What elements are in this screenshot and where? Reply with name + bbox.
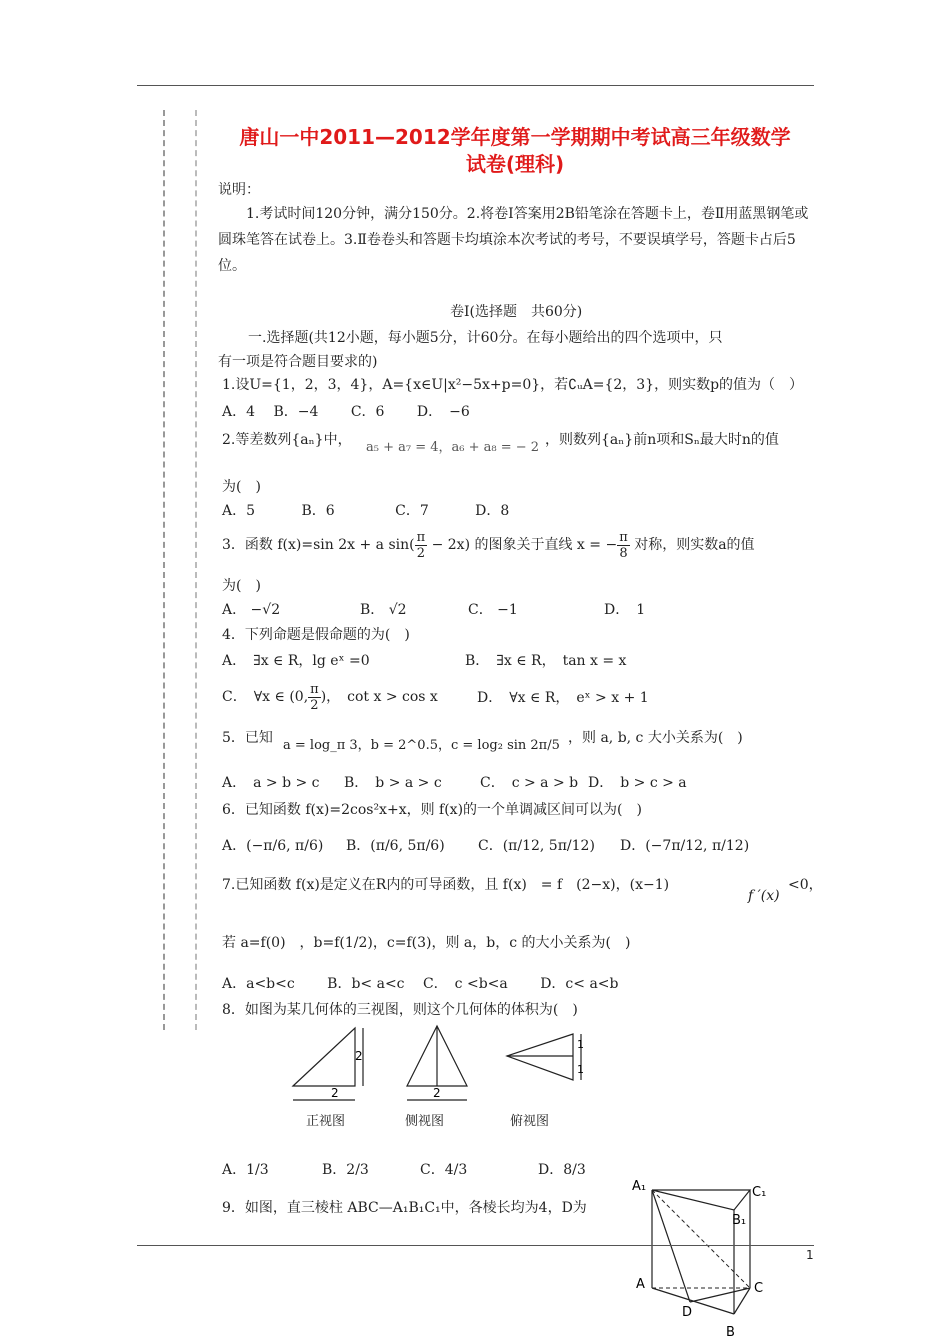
q8-opt-d: D．8/3: [538, 1162, 586, 1178]
q6-opt-c: C．(π/12, 5π/12): [478, 838, 595, 854]
q3-opt-d: D． 1: [604, 602, 646, 618]
q2-stem-a: 2.等差数列{aₙ}中，: [222, 432, 352, 448]
q3-frac2-num: π: [619, 529, 628, 545]
q8-opt-b: B．2/3: [322, 1162, 369, 1178]
dim-side-width: 2: [433, 1086, 441, 1100]
section-desc-1: 一.选择题(共12小题，每小题5分，计60分。在每小题给出的四个选项中，只: [248, 330, 723, 346]
q3-stem-b: − 2x) 的图象关于直线 x = −: [427, 537, 618, 553]
point-C: C: [754, 1281, 764, 1296]
intro-heading: 说明：: [218, 182, 260, 198]
q4-opt-a: A． ∃x ∈ R，lg eˣ =0: [222, 653, 370, 669]
q4-frac-pi-2: [308, 682, 321, 713]
q5-stem-a: 5．已知: [222, 730, 273, 746]
q3-opt-a: A． −√2: [222, 602, 281, 618]
q4-opt-c-a: C． ∀x ∈ (0,: [222, 689, 309, 705]
q4-opt-c-b: )， cot x > cos x: [320, 689, 438, 705]
top-view: [507, 1034, 581, 1080]
paper-title-line2: 试卷(理科): [465, 152, 565, 176]
q8-opt-c: C．4/3: [420, 1162, 468, 1178]
q4-stem: 4．下列命题是假命题的为( ): [222, 627, 410, 643]
q4-opt-c: [222, 680, 438, 714]
dim-top-2: 1: [577, 1063, 584, 1076]
q1-stem: 1.设U={1，2，3，4}，A={x∈U|x²−5x+p=0}，若∁ᵤA={2，3}，则实数p的值为（ ）: [222, 377, 804, 393]
q7-options: A．a<b<c B．b< a<c C． c <b<a D．c< a<b: [222, 976, 619, 992]
q5-stem-b: ，则 a, b, c 大小关系为( ): [568, 730, 743, 746]
q3-stem-d: 为( ): [222, 578, 261, 594]
binding-line-inner: [195, 110, 197, 1030]
q3-stem: [222, 528, 755, 562]
point-B1: B₁: [732, 1213, 747, 1228]
q6-stem: 6．已知函数 f(x)=2cos²x+x，则 f(x)的一个单调减区间可以为( ): [222, 802, 642, 818]
q6-opt-d: D．(−7π/12, π/12): [620, 838, 750, 854]
q4-opt-d: D． ∀x ∈ R， eˣ > x + 1: [477, 690, 649, 706]
q3-frac-pi-2: [415, 530, 428, 561]
paper-title: [215, 124, 815, 178]
section-title: 卷Ⅰ(选择题 共60分): [450, 304, 583, 320]
label-top-view: 俯视图: [510, 1114, 550, 1129]
q2-math: a₅ + a₇ = 4，a₆ + a₈ = − 2: [366, 440, 540, 455]
point-C1: C₁: [752, 1185, 767, 1200]
dim-front-height: 2: [355, 1049, 363, 1063]
q9-stem: 9．如图，直三棱柱 ABC—A₁B₁C₁中，各棱长均为4，D为: [222, 1200, 587, 1216]
q8-opt-a: A．1/3: [222, 1162, 269, 1178]
q3-stem-c: 对称，则实数a的值: [629, 537, 755, 553]
q4-frac-den: 2: [310, 697, 319, 713]
q5-opt-c: C． c > a > b: [480, 775, 579, 791]
q4-frac-num: π: [310, 681, 319, 697]
q4-opt-b: B． ∃x ∈ R， tan x = x: [465, 653, 627, 669]
q7-lt0: <0，: [788, 877, 823, 893]
paper-title-line1: 唐山一中2011—2012学年度第一学期期中考试高三年级数学: [239, 125, 791, 149]
q3-opt-b: B． √2: [360, 602, 407, 618]
intro-text: 1.考试时间120分钟，满分150分。2.将卷Ⅰ答案用2B铅笔涂在答题卡上，卷Ⅱ用蓝黑钢笔或圆珠笔答在试卷上。3.Ⅱ卷卷头和答题卡均填涂本次考试的考号，不要误填学号，答题卡占后5位。: [218, 206, 809, 274]
q5-math: a = log_π 3，b = 2^0.5，c = log₂ sin 2π/5: [283, 738, 560, 753]
q8-stem: 8．如图为某几何体的三视图，则这个几何体的体积为( ): [222, 1002, 578, 1018]
q3-frac2-den: 8: [619, 545, 628, 561]
q6-opt-b: B．(π/6, 5π/6): [346, 838, 445, 854]
section-desc-2: 有一项是符合题目要求的): [218, 354, 378, 370]
dim-front-width: 2: [331, 1086, 339, 1100]
q3-frac-den: 2: [416, 545, 425, 561]
point-A1: A₁: [632, 1179, 647, 1194]
q5-opt-d: D． b > c > a: [588, 775, 687, 791]
front-view: [293, 1028, 363, 1100]
q3-frac-num: π: [416, 529, 426, 545]
label-front-view: 正视图: [306, 1114, 346, 1129]
q3-stem-a: 3．函数 f(x)=sin 2x + a sin(: [222, 537, 415, 553]
q7-stem-b: 若 a=f(0) ，b=f(1/2)，c=f(3)，则 a，b，c 的大小关系为( ): [222, 935, 631, 951]
point-A: A: [636, 1277, 645, 1292]
q2-options: A．5 B．6 C．7 D．8: [222, 503, 510, 519]
q9-prism-figure: [628, 1176, 778, 1342]
binding-line: [163, 110, 165, 1030]
footer-rule: [137, 1245, 814, 1246]
header-rule: [137, 85, 814, 86]
q2-stem-b: ，则数列{aₙ}前n项和Sₙ最大时n的值: [545, 432, 779, 448]
q2-stem-c: 为( ): [222, 479, 261, 495]
label-side-view: 侧视图: [405, 1114, 445, 1129]
dim-top-1: 1: [577, 1038, 584, 1051]
q5-opt-b: B． b > a > c: [344, 775, 442, 791]
q3-opt-c: C． −1: [468, 602, 518, 618]
q1-options: A．4 B．−4 C．6 D． −6: [222, 404, 470, 420]
q7-stem-a: 7.已知函数 f(x)是定义在R内的可导函数，且 f(x) = f (2−x)，(x−1): [222, 877, 670, 893]
point-D: D: [682, 1305, 693, 1320]
q3-frac-pi-8: [617, 530, 630, 561]
page-number: 1: [806, 1248, 814, 1262]
q5-opt-a: A． a > b > c: [222, 775, 320, 791]
q6-opt-a: A．(−π/6, π/6): [222, 838, 324, 854]
point-B: B: [726, 1325, 735, 1340]
q7-fprime: f ′(x): [748, 888, 780, 904]
